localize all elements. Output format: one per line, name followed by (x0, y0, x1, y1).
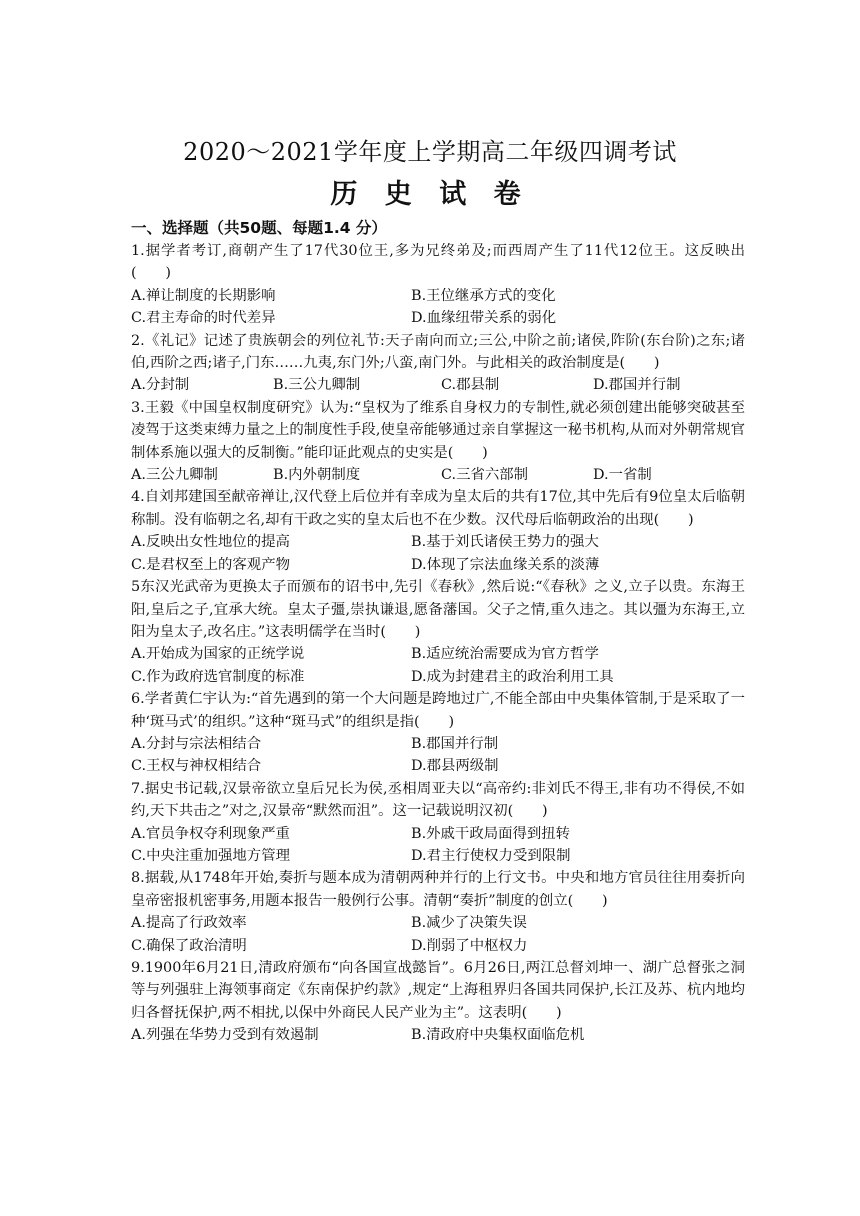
option-row (131, 733, 745, 755)
option-row (131, 531, 745, 553)
option-b: B.三公九卿制 (273, 377, 361, 394)
option-row (131, 464, 745, 486)
option-a: A.提高了行政效率 (131, 915, 247, 932)
question-1 (131, 240, 745, 330)
option-b: B.适应统治需要成为官方哲学 (411, 646, 599, 663)
question-5 (131, 576, 745, 688)
question-9 (131, 957, 745, 1047)
option-b: B.郡国并行制 (411, 735, 499, 752)
option-c: C.郡县制 (441, 377, 500, 394)
option-b: B.外戚干政局面得到扭转 (411, 825, 571, 842)
option-b: B.内外朝制度 (273, 467, 361, 484)
option-d: D.削弱了中枢权力 (411, 937, 528, 954)
option-c: C.王权与神权相结合 (131, 758, 262, 775)
question-stem: 6.学者黄仁宇认为:“首先遇到的第一个大问题是跨地过广,不能全部由中央集体管制,于是采取了一种‘斑马式’的组织。”这种“斑马式”的组织是指( ) (131, 691, 745, 730)
option-c: C.中央注重加强地方管理 (131, 847, 290, 864)
option-b: B.王位继承方式的变化 (411, 287, 556, 304)
option-row (131, 935, 745, 957)
option-row (131, 912, 745, 934)
option-row (131, 643, 745, 665)
question-3 (131, 397, 745, 487)
question-4 (131, 486, 745, 576)
option-d: D.血缘纽带关系的弱化 (411, 310, 557, 327)
exam-title: 2020～2021学年度上学期高二年级四调考试 (183, 138, 677, 166)
option-row (131, 285, 745, 307)
option-row (131, 755, 745, 777)
question-stem: 1.据学者考订,商朝产生了17代30位王,多为兄终弟及;而西周产生了11代12位王。这反映出( ) (131, 243, 745, 282)
question-body (131, 217, 745, 1047)
question-stem: 4.自刘邦建国至献帝禅让,汉代登上后位并有幸成为皇太后的共有17位,其中先后有9位皇太后临朝称制。没有临朝之名,却有干政之实的皇太后也不在少数。汉代母后临朝政治的出现( ) (131, 489, 745, 528)
option-a: A.官员争权夺利现象严重 (131, 825, 290, 842)
option-row (131, 374, 745, 396)
question-6 (131, 688, 745, 778)
question-stem: 7.据史书记载,汉景帝欲立皇后兄长为侯,丞相周亚夫以“高帝约:非刘氏不得王,非有功不得侯,不如约,天下共击之”对之,汉景帝“默然而沮”。这一记载说明汉初( ) (131, 780, 745, 820)
option-row (131, 823, 745, 845)
question-stem: 2.《礼记》记述了贵族朝会的列位礼节:天子南向而立;三公,中阶之前;诸侯,阼阶(东台阶)之东;诸伯,西阶之西;诸子,门东……九夷,东门外;八蛮,南门外。与此相关的政治制度是( ) (131, 332, 745, 372)
option-a: A.分封与宗法相结合 (131, 735, 262, 752)
exam-subject: 历 史 试 卷 (330, 179, 530, 210)
option-d: D.郡国并行制 (593, 377, 681, 394)
option-row (131, 307, 745, 329)
option-c: C.君主寿命的时代差异 (131, 310, 276, 327)
option-d: D.成为封建君主的政治利用工具 (411, 668, 614, 685)
option-d: D.君主行使权力受到限制 (411, 847, 571, 864)
option-b: B.减少了决策失误 (411, 915, 527, 932)
question-2 (131, 330, 745, 397)
option-c: C.是君权至上的客观产物 (131, 556, 290, 573)
option-a: A.禅让制度的长期影响 (131, 287, 276, 304)
option-row (131, 845, 745, 867)
section-heading: 一、选择题（共50题、每题1.4 分） (131, 219, 387, 237)
option-row (131, 1024, 745, 1046)
question-stem: 9.1900年6月21日,清政府颁布“向各国宣战懿旨”。6月26日,两江总督刘坤一、湖广总督张之洞等与列强驻上海领事商定《东南保护约款》,规定“上海租界归各国共同保护,长江及苏、杭内地均归各督抚保护,两不相扰,以保中外商民人民产业为主”。这表明( ) (131, 960, 745, 1021)
question-stem: 5东汉光武帝为更换太子而颁布的诏书中,先引《春秋》,然后说:“《春秋》之义,立子以贵。东海王阳,皇后之子,宜承大统。皇太子彊,崇执谦退,愿备藩国。父子之情,重久违之。其以彊为东海王,立阳为皇太子,改名庄。”这表明儒学在当时( ) (131, 579, 745, 640)
question-7 (131, 778, 745, 868)
option-a: A.三公九卿制 (131, 467, 218, 484)
option-a: A.分封制 (131, 377, 190, 394)
option-b: B.基于刘氏诸侯王势力的强大 (411, 534, 599, 551)
option-c: C.作为政府选官制度的标准 (131, 668, 305, 685)
option-a: A.反映出女性地位的提高 (131, 534, 290, 551)
option-d: D.一省制 (593, 467, 652, 484)
option-c: C.三省六部制 (441, 467, 529, 484)
option-row (131, 666, 745, 688)
option-a: A.开始成为国家的正统学说 (131, 646, 305, 663)
option-a: A.列强在华势力受到有效遏制 (131, 1027, 319, 1044)
option-d: D.郡县两级制 (411, 758, 499, 775)
option-d: D.体现了宗法血缘关系的淡薄 (411, 556, 600, 573)
question-8 (131, 867, 745, 957)
option-row (131, 554, 745, 576)
question-stem: 3.王毅《中国皇权制度研究》认为:“皇权为了维系自身权力的专制性,就必须创建出能够突破甚至凌驾于这类束缚力量之上的制度性手段,使皇帝能够通过亲自掌握这一秘书机构,从而对外朝常规官制体系施以强大的反制衡。”能印证此观点的史实是( ) (131, 399, 745, 461)
question-stem: 8.据载,从1748年开始,奏折与题本成为清朝两种并行的上行文书。中央和地方官员往往用奏折向皇帝密报机密事务,用题本报告一般例行公事。清朝“奏折”制度的创立( ) (131, 870, 745, 909)
option-b: B.清政府中央集权面临危机 (411, 1027, 585, 1044)
option-c: C.确保了政治清明 (131, 937, 247, 954)
